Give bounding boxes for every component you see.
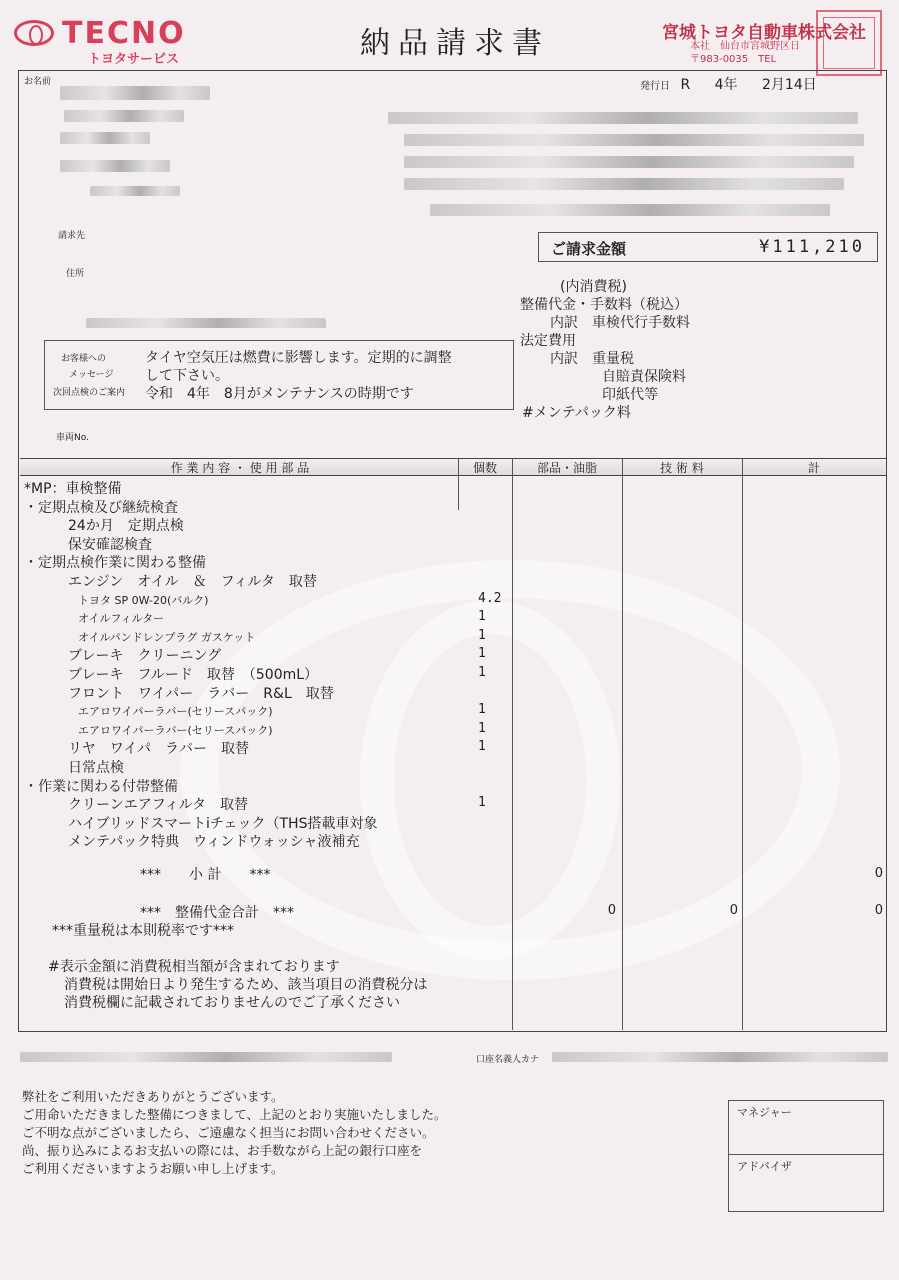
company-address-line1: 本社 仙台市宮城野区日 bbox=[690, 41, 800, 52]
total-amount-box bbox=[538, 232, 878, 262]
billing-label: 請求先 bbox=[58, 231, 86, 241]
work-item-qty: 4.2 bbox=[478, 590, 502, 606]
issue-date-monthday: 2月14日 bbox=[762, 77, 817, 93]
column-divider bbox=[622, 458, 623, 1030]
column-header-qty: 個数 bbox=[472, 461, 497, 475]
total-amount-value: ¥111,210 bbox=[759, 237, 865, 257]
work-item-row: リヤ ワイパ ラバー 取替 bbox=[68, 741, 250, 758]
name-label: お名前 bbox=[24, 77, 52, 87]
advisor-cell bbox=[729, 1155, 883, 1209]
footer-line: ご不明な点がございましたら、ご遠慮なく担当にお問い合わせください。 bbox=[22, 1125, 435, 1140]
work-item-row: 24か月 定期点検 bbox=[68, 518, 184, 535]
document-title: 納品請求書 bbox=[360, 26, 550, 61]
work-item-qty: 1 bbox=[478, 720, 486, 736]
work-item-qty: 1 bbox=[478, 609, 486, 625]
subtotal-value: 0 bbox=[874, 866, 883, 881]
work-item-row: オイルパンドレンプラグ ガスケット bbox=[78, 630, 256, 644]
work-item-row: ハイブリッドスマートiチェック（THS搭載車対象 bbox=[68, 815, 378, 832]
tax-note: 消費税欄に記載されておりませんのでご了承ください bbox=[64, 995, 400, 1011]
message-line: 令和 4年 8月がメンテナンスの時期です bbox=[145, 386, 414, 402]
bank-info-redacted bbox=[404, 178, 844, 190]
work-item-qty: 1 bbox=[478, 665, 486, 680]
signature-box bbox=[728, 1100, 884, 1212]
work-item-row: メンテパック特典 ウィンドウォッシャ液補充 bbox=[68, 834, 360, 851]
work-item-qty: 1 bbox=[478, 795, 486, 811]
message-label: お客様への bbox=[61, 354, 107, 364]
column-header-work: 作 業 内 容 ・ 使 用 部 品 bbox=[170, 461, 310, 475]
next-inspection-label: 次回点検のご案内 bbox=[53, 388, 126, 398]
bank-info-redacted bbox=[430, 204, 830, 216]
work-item-row: クリーンエアフィルタ 取替 bbox=[68, 797, 249, 814]
footer-message bbox=[22, 1088, 447, 1178]
company-seal-stamp bbox=[816, 10, 882, 76]
manager-cell bbox=[729, 1101, 883, 1155]
issue-date-era: R bbox=[680, 77, 691, 93]
fee-label: 自賠責保険料 bbox=[602, 369, 686, 385]
message-label: メッセージ bbox=[69, 370, 114, 380]
tax-note: 消費税は開始日より発生するため、該当項目の消費税分は bbox=[64, 977, 428, 993]
subtotal-label: *** 小 計 *** bbox=[140, 867, 271, 883]
customer-info-redacted bbox=[60, 160, 170, 172]
fee-label: 整備代金・手数料（税込） bbox=[520, 297, 688, 313]
work-item-row: ・定期点検作業に関わる整備 bbox=[24, 555, 206, 572]
logo-subtitle: トヨタサービス bbox=[88, 52, 180, 67]
company-address bbox=[690, 40, 800, 66]
customer-info-redacted bbox=[90, 186, 180, 196]
column-header-total: 計 bbox=[807, 461, 820, 475]
advisor-label: アドバイザ bbox=[737, 1160, 792, 1173]
message-line: して下さい。 bbox=[145, 368, 229, 384]
bank-info-redacted bbox=[388, 112, 858, 124]
vehicle-no-label: 車両No. bbox=[56, 433, 89, 443]
manager-label: マネジャー bbox=[737, 1106, 792, 1119]
work-item-row: エアロワイパーラバー(セリースパック) bbox=[78, 705, 273, 719]
fee-label: (内消費税) bbox=[560, 279, 627, 295]
grand-total-parts: 0 bbox=[607, 903, 616, 918]
column-divider bbox=[512, 458, 513, 1030]
grand-total-labor: 0 bbox=[729, 903, 738, 918]
work-item-row: *MP：車検整備 bbox=[24, 481, 122, 497]
footer-line: ご用命いただきました整備につきまして、上記のとおり実施いたしました。 bbox=[22, 1107, 447, 1122]
work-item-qty: 1 bbox=[478, 702, 486, 718]
issue-date-year: 4年 bbox=[714, 77, 738, 93]
column-divider bbox=[742, 458, 743, 1030]
bank-info-redacted bbox=[404, 156, 854, 168]
work-item-qty: 1 bbox=[478, 739, 486, 755]
company-name: 宮城トヨタ自動車株式会社 bbox=[662, 23, 866, 43]
footer-line: 尚、振り込みによるお支払いの際には、お手数ながら上記の銀行口座を bbox=[22, 1143, 423, 1158]
logo-text: TECNO bbox=[62, 16, 186, 51]
customer-info-redacted bbox=[60, 132, 150, 144]
work-item-row: フロント ワイパー ラバー R&L 取替 bbox=[68, 685, 334, 702]
work-item-qty: 1 bbox=[478, 627, 486, 643]
fee-label: 印紙代等 bbox=[602, 387, 658, 403]
account-holder-label: 口座名義人カナ bbox=[476, 1055, 540, 1065]
total-amount-label: ご請求金額 bbox=[551, 240, 627, 258]
work-item-row: 日常点検 bbox=[68, 760, 124, 776]
work-item-row: 保安確認検査 bbox=[68, 536, 152, 553]
fee-label: 内訳 車検代行手数料 bbox=[550, 315, 690, 331]
work-item-row: トヨタ SP 0W-20(バルク) bbox=[78, 593, 209, 607]
grand-total-value: 0 bbox=[874, 903, 883, 918]
issue-date bbox=[640, 74, 817, 94]
customer-name-redacted bbox=[60, 86, 210, 100]
fee-label: 法定費用 bbox=[520, 333, 576, 349]
bank-info-redacted bbox=[404, 134, 864, 146]
column-header-labor: 技 術 料 bbox=[660, 461, 704, 475]
footer-line: 弊社をご利用いただきありがとうございます。 bbox=[22, 1089, 284, 1104]
customer-info-redacted bbox=[64, 110, 184, 122]
fee-label: #メンテパック料 bbox=[522, 405, 631, 421]
grand-total-label: *** 整備代金合計 *** bbox=[140, 905, 294, 921]
tecno-logo bbox=[14, 16, 194, 67]
work-item-row: エアロワイパーラバー(セリースパック) bbox=[78, 723, 273, 737]
work-item-row: ・定期点検及び継続検査 bbox=[24, 499, 178, 516]
company-address-line2: 〒983-0035 TEL bbox=[690, 54, 777, 65]
work-item-qty: 1 bbox=[478, 646, 486, 662]
work-item-row: ・作業に関わる付帯整備 bbox=[24, 778, 178, 795]
work-item-row: オイルフィルター bbox=[78, 612, 165, 626]
tax-note: #表示金額に消費税相当額が含まれております bbox=[48, 959, 340, 975]
weight-tax-note: ***重量税は本則税率です*** bbox=[52, 923, 234, 939]
address-label: 住所 bbox=[66, 269, 85, 279]
toyota-emblem-icon bbox=[14, 20, 54, 46]
issue-date-label: 発行日 bbox=[640, 81, 670, 92]
bank-account-redacted bbox=[20, 1052, 392, 1062]
fee-label: 内訳 重量税 bbox=[550, 351, 634, 367]
account-holder-redacted bbox=[552, 1052, 888, 1062]
message-line: タイヤ空気圧は燃費に影響します。定期的に調整 bbox=[145, 350, 452, 366]
footer-line: ご利用くださいますようお願い申し上げます。 bbox=[22, 1161, 284, 1176]
address-redacted bbox=[86, 318, 326, 328]
column-header-parts: 部品・油脂 bbox=[536, 461, 597, 475]
customer-message-box bbox=[44, 340, 514, 410]
work-item-row: ブレーキ フルード 取替 （500mL） bbox=[68, 667, 319, 683]
work-item-row: ブレーキ クリーニング bbox=[68, 648, 222, 665]
work-item-row: エンジン オイル ＆ フィルタ 取替 bbox=[68, 574, 317, 590]
